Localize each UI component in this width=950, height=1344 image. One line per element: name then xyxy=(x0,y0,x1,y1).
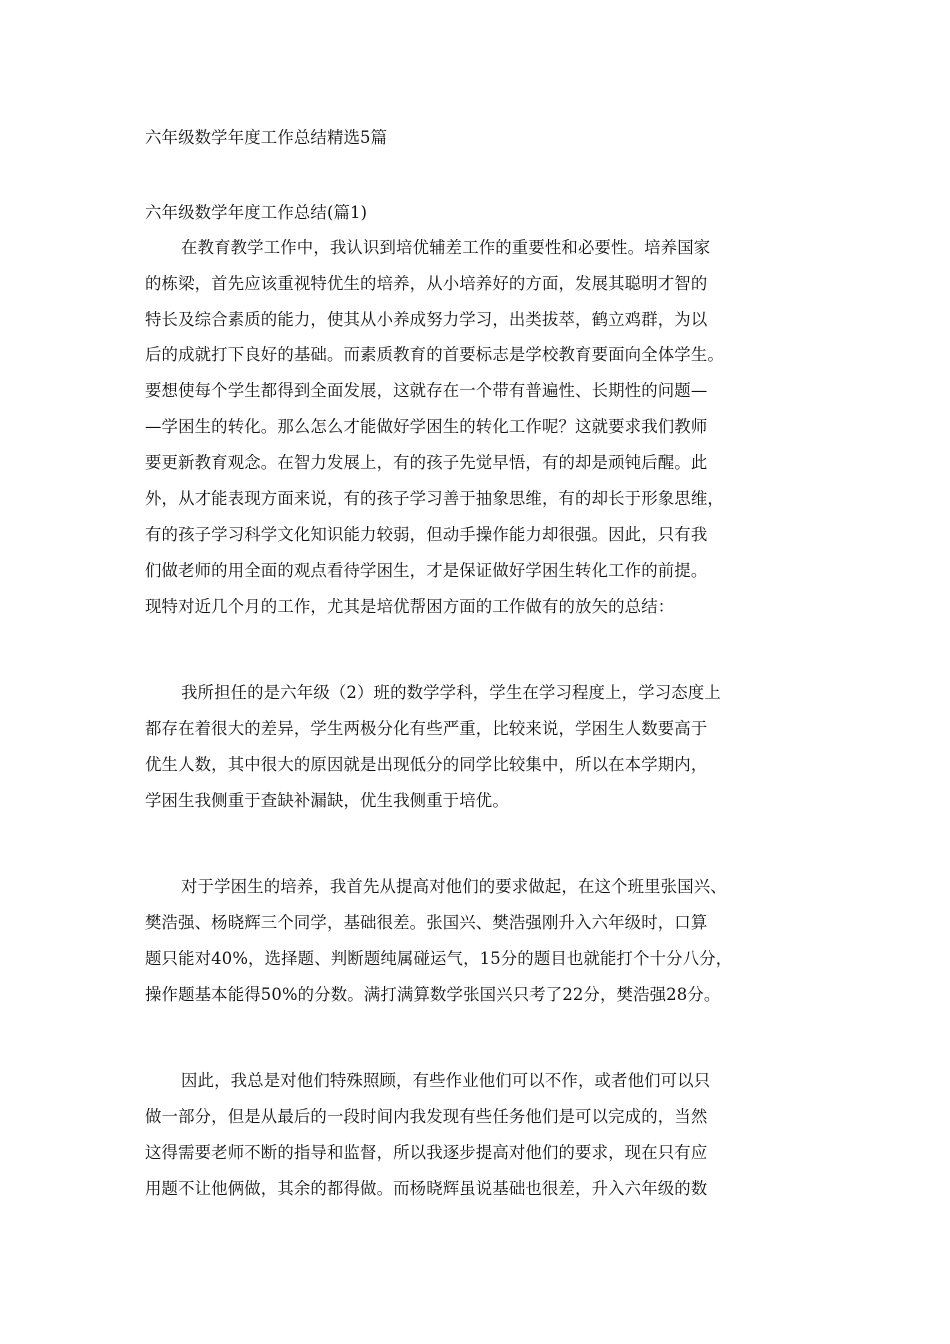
paragraph-line: 用题不让他俩做，其余的都得做。而杨晓辉虽说基础也很差，升入六年级的数 xyxy=(145,1179,708,1198)
paragraph-line: 因此，我总是对他们特殊照顾，有些作业他们可以不作，或者他们可以只 xyxy=(181,1071,711,1090)
document-title: 六年级数学年度工作总结精选5篇 xyxy=(145,128,388,147)
section-heading: 六年级数学年度工作总结(篇1) xyxy=(145,203,368,222)
paragraph-line: 优生人数，其中很大的原因就是出现低分的同学比较集中，所以在本学期内， xyxy=(145,755,708,774)
paragraph-line: 后的成就打下良好的基础。而素质教育的首要标志是学校教育要面向全体学生。 xyxy=(145,345,724,364)
paragraph-line: 要想使每个学生都得到全面发展，这就存在一个带有普遍性、长期性的问题— xyxy=(145,381,708,400)
paragraph-line: 都存在着很大的差异，学生两极分化有些严重，比较来说，学困生人数要高于 xyxy=(145,719,708,738)
paragraph-line: 在教育教学工作中，我认识到培优辅差工作的重要性和必要性。培养国家 xyxy=(181,238,711,257)
paragraph-line: 的栋梁，首先应该重视特优生的培养，从小培养好的方面，发展其聪明才智的 xyxy=(145,274,708,293)
paragraph-line: 要更新教育观念。在智力发展上，有的孩子先觉早悟，有的却是顽钝后醒。此 xyxy=(145,453,708,472)
paragraph-line: 现特对近几个月的工作，尤其是培优帮困方面的工作做有的放矢的总结： xyxy=(145,597,675,616)
paragraph-line: —学困生的转化。那么怎么才能做好学困生的转化工作呢？这就要求我们教师 xyxy=(145,417,708,436)
paragraph-line: 对于学困生的培养，我首先从提高对他们的要求做起，在这个班里张国兴、 xyxy=(181,877,727,896)
paragraph-line: 外，从才能表现方面来说，有的孩子学习善于抽象思维，有的却长于形象思维， xyxy=(145,489,724,508)
paragraph-line: 特长及综合素质的能力，使其从小养成努力学习，出类拔萃，鹤立鸡群，为以 xyxy=(145,310,708,329)
paragraph-line: 操作题基本能得50%的分数。满打满算数学张国兴只考了22分，樊浩强28分。 xyxy=(145,985,721,1004)
paragraph-line: 我所担任的是六年级（2）班的数学学科，学生在学习程度上，学习态度上 xyxy=(181,683,721,702)
paragraph-line: 们做老师的用全面的观点看待学困生，才是保证做好学困生转化工作的前提。 xyxy=(145,561,708,580)
paragraph-line: 这得需要老师不断的指导和监督，所以我逐步提高对他们的要求，现在只有应 xyxy=(145,1143,708,1162)
paragraph-line: 樊浩强、杨晓辉三个同学，基础很差。张国兴、樊浩强刚升入六年级时，口算 xyxy=(145,913,708,932)
paragraph-line: 题只能对40%，选择题、判断题纯属碰运气，15分的题目也就能打个十分八分， xyxy=(145,949,733,968)
paragraph-line: 有的孩子学习科学文化知识能力较弱，但动手操作能力却很强。因此，只有我 xyxy=(145,525,708,544)
paragraph-line: 学困生我侧重于查缺补漏缺，优生我侧重于培优。 xyxy=(145,791,509,810)
paragraph-line: 做一部分，但是从最后的一段时间内我发现有些任务他们是可以完成的，当然 xyxy=(145,1107,708,1126)
